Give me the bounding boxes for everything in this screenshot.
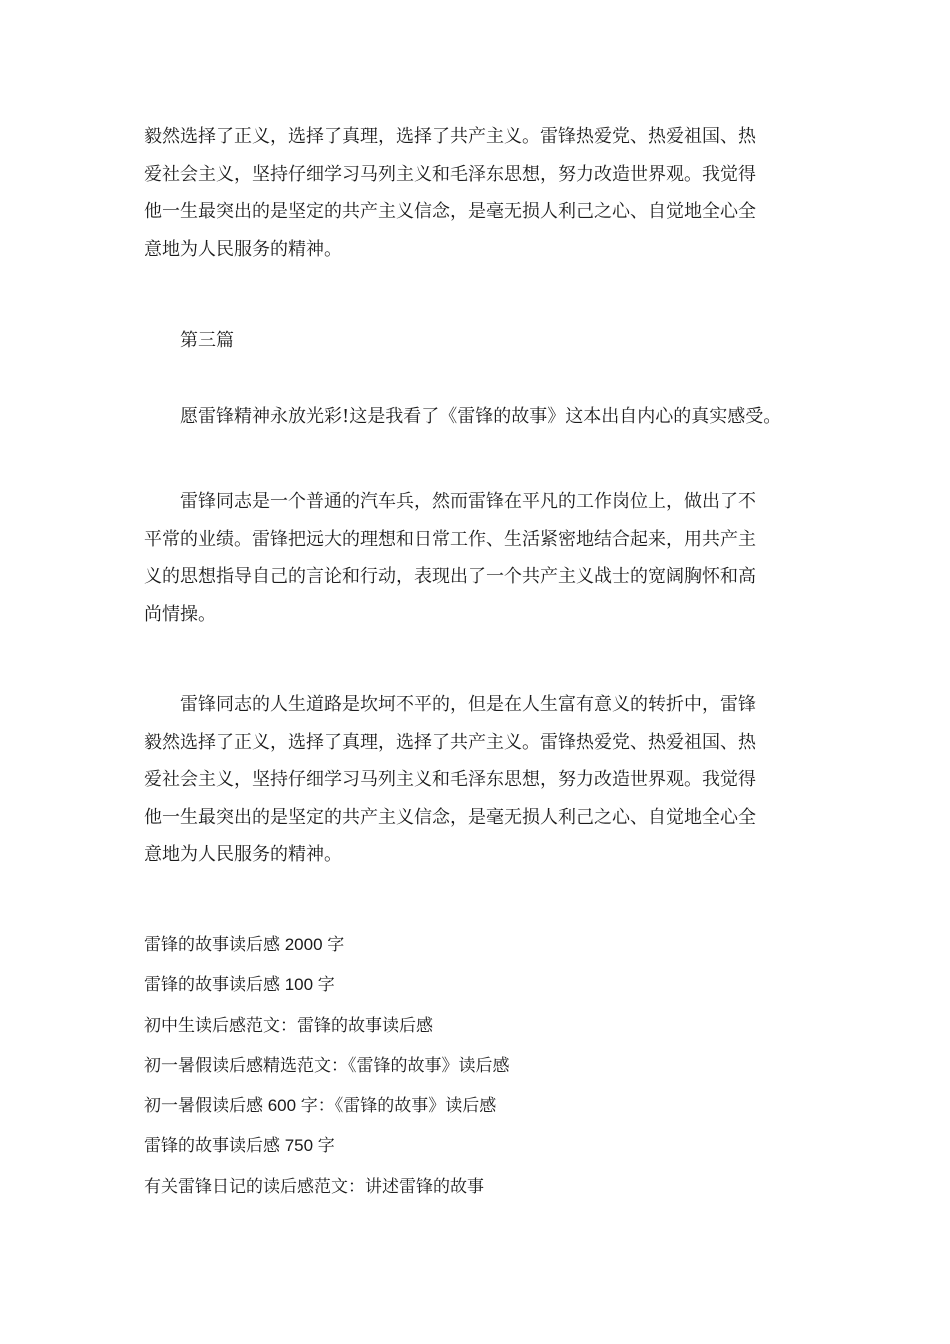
paragraph-4 [144,686,814,874]
paragraph-line: 愿雷锋精神永放光彩!这是我看了《雷锋的故事》这本出自内心的真实感受。 [180,406,782,427]
related-link[interactable]: 雷锋的故事读后感 2000 字 [144,935,345,954]
related-link[interactable]: 有关雷锋日记的读后感范文：讲述雷锋的故事 [144,1176,484,1196]
related-link[interactable]: 雷锋的故事读后感 750 字 [144,1136,335,1156]
paragraph-line: 爱社会主义，坚持仔细学习马列主义和毛泽东思想，努力改造世界观。我觉得 [144,769,756,790]
paragraph-line: 尚情操。 [144,603,216,625]
paragraph-line: 毅然选择了正义，选择了真理，选择了共产主义。雷锋热爱党、热爱祖国、热 [144,731,756,753]
paragraph-line: 平常的业绩。雷锋把远大的理想和日常工作、生活紧密地结合起来，用共产主 [144,528,756,550]
paragraph-2 [144,398,814,436]
related-link[interactable]: 雷锋的故事读后感 100 字 [144,975,335,995]
section-heading: 第三篇 [180,330,234,351]
paragraph-line: 毅然选择了正义，选择了真理，选择了共产主义。雷锋热爱党、热爱祖国、热 [144,126,756,147]
paragraph-1 [144,118,814,268]
paragraph-line: 雷锋同志的人生道路是坎坷不平的，但是在人生富有意义的转折中，雷锋 [180,694,756,715]
paragraph-line: 爱社会主义，坚持仔细学习马列主义和毛泽东思想，努力改造世界观。我觉得 [144,163,756,185]
paragraph-line: 雷锋同志是一个普通的汽车兵，然而雷锋在平凡的工作岗位上，做出了不 [180,491,756,512]
related-link[interactable]: 初一暑假读后感精选范文：《雷锋的故事》读后感 [144,1055,510,1075]
related-links-list [144,925,510,1207]
paragraph-line: 他一生最突出的是坚定的共产主义信念，是毫无损人利己之心、自觉地全心全 [144,806,756,828]
paragraph-line: 意地为人民服务的精神。 [144,238,342,260]
paragraph-line: 义的思想指导自己的言论和行动，表现出了一个共产主义战士的宽阔胸怀和高 [144,566,756,587]
paragraph-line: 他一生最突出的是坚定的共产主义信念，是毫无损人利己之心、自觉地全心全 [144,201,756,222]
paragraph-line: 意地为人民服务的精神。 [144,844,342,865]
related-link[interactable]: 初一暑假读后感 600 字：《雷锋的故事》读后感 [144,1096,497,1116]
related-link[interactable]: 初中生读后感范文：雷锋的故事读后感 [144,1015,433,1035]
paragraph-3 [144,483,814,633]
